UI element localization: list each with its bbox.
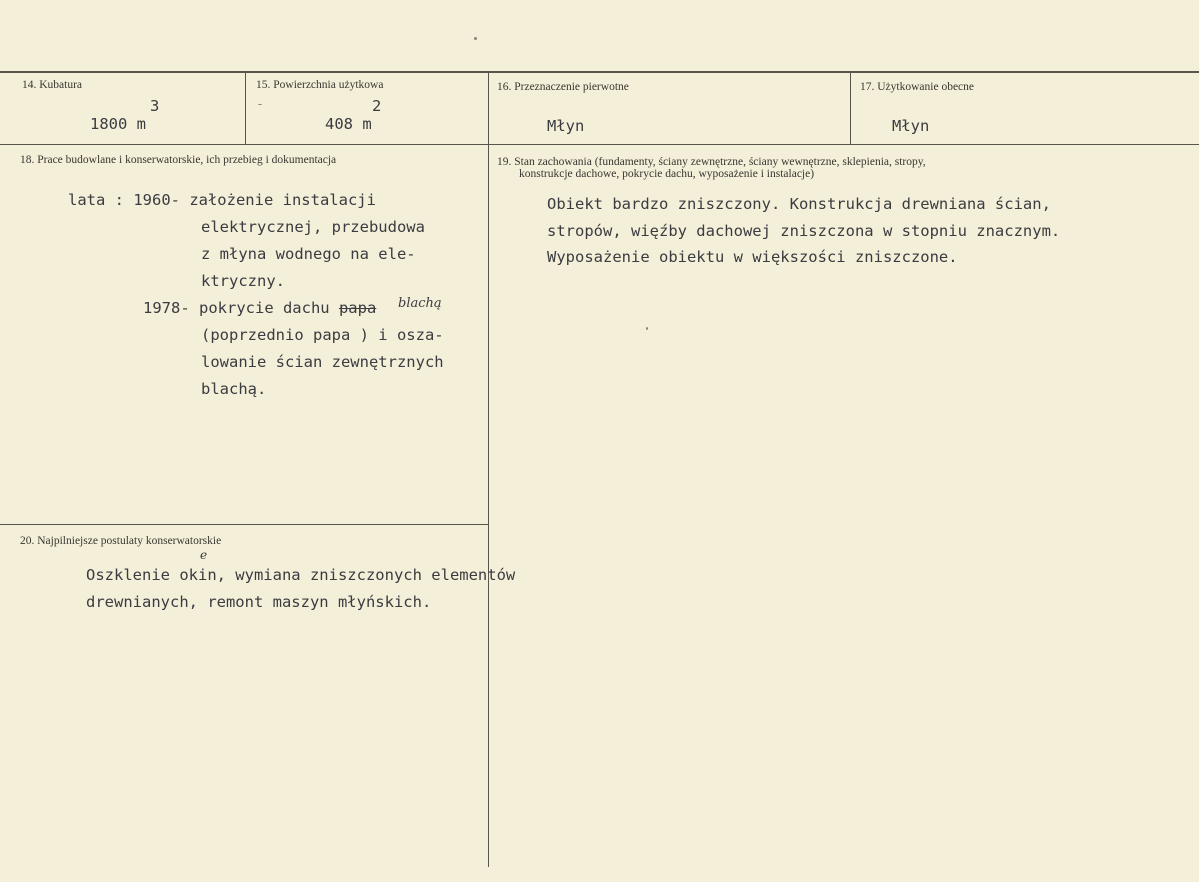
- field-18-line-1: lata : 1960- założenie instalacji: [68, 191, 376, 209]
- field-15-value: 408 m: [325, 115, 372, 133]
- field-20-line-1: Oszklenie okin, wymiana zniszczonych elementów: [86, 566, 516, 584]
- divider-14-15: [245, 73, 246, 144]
- field-20-label: 20. Najpilniejsze postulaty konserwatorskie: [20, 535, 222, 547]
- field-19-line-1: Obiekt bardzo zniszczony. Konstrukcja drewniana ścian,: [547, 195, 1051, 213]
- field-14-exponent: 3: [150, 97, 160, 115]
- field-16-value: Młyn: [547, 117, 585, 135]
- paper-speck: [258, 104, 262, 105]
- field-18-line-7: blachą.: [201, 380, 267, 398]
- field-18-line-2: elektrycznej, przebudowa: [201, 218, 425, 236]
- field-19-label-line-2: konstrukcje dachowe, pokrycie dachu, wyposażenie i instalacje): [519, 168, 815, 180]
- field-18-handwritten-blacha: blachą: [398, 296, 442, 311]
- field-18-line-4: ktryczny.: [201, 272, 285, 290]
- rule-above-20: [0, 524, 488, 525]
- field-18-line-1978: [143, 296, 376, 320]
- field-19-line-3: Wyposażenie obiektu w większości zniszczone.: [547, 248, 958, 266]
- divider-18-19: [488, 145, 489, 867]
- field-18-1978-start: 1978- pokrycie dachu: [143, 299, 339, 317]
- divider-16-17: [850, 73, 851, 144]
- field-15-label: 15. Powierzchnia użytkowa: [256, 79, 384, 91]
- field-14-value: 1800 m: [90, 115, 146, 133]
- field-18-struck-word: papa: [338, 299, 377, 317]
- paper-speck: [474, 37, 477, 40]
- field-20-handwritten-correction: e: [200, 548, 208, 562]
- field-14-label: 14. Kubatura: [22, 79, 83, 91]
- row1-bottom-rule: [0, 144, 1199, 145]
- paper-speck: [646, 327, 648, 330]
- field-19-line-2: stropów, więźby dachowej zniszczona w stopniu znacznym.: [547, 222, 1061, 240]
- field-18-label: 18. Prace budowlane i konserwatorskie, ich przebieg i dokumentacja: [20, 154, 337, 166]
- top-rule: [0, 71, 1199, 73]
- field-20-line-2: drewnianych, remont maszyn młyńskich.: [86, 593, 432, 611]
- field-17-value: Młyn: [892, 117, 930, 135]
- field-16-label: 16. Przeznaczenie pierwotne: [497, 81, 629, 93]
- divider-15-16: [488, 73, 489, 144]
- field-18-line-5: (poprzednio papa ) i osza-: [201, 326, 444, 344]
- field-18-line-3: z młyna wodnego na ele-: [201, 245, 416, 263]
- field-15-exponent: 2: [372, 97, 382, 115]
- field-19-label-line-1: 19. Stan zachowania (fundamenty, ściany zewnętrzne, ściany wewnętrzne, sklepienia, stropy,: [497, 156, 926, 168]
- field-18-line-6: lowanie ścian zewnętrznych: [201, 353, 444, 371]
- field-17-label: 17. Użytkowanie obecne: [860, 81, 975, 93]
